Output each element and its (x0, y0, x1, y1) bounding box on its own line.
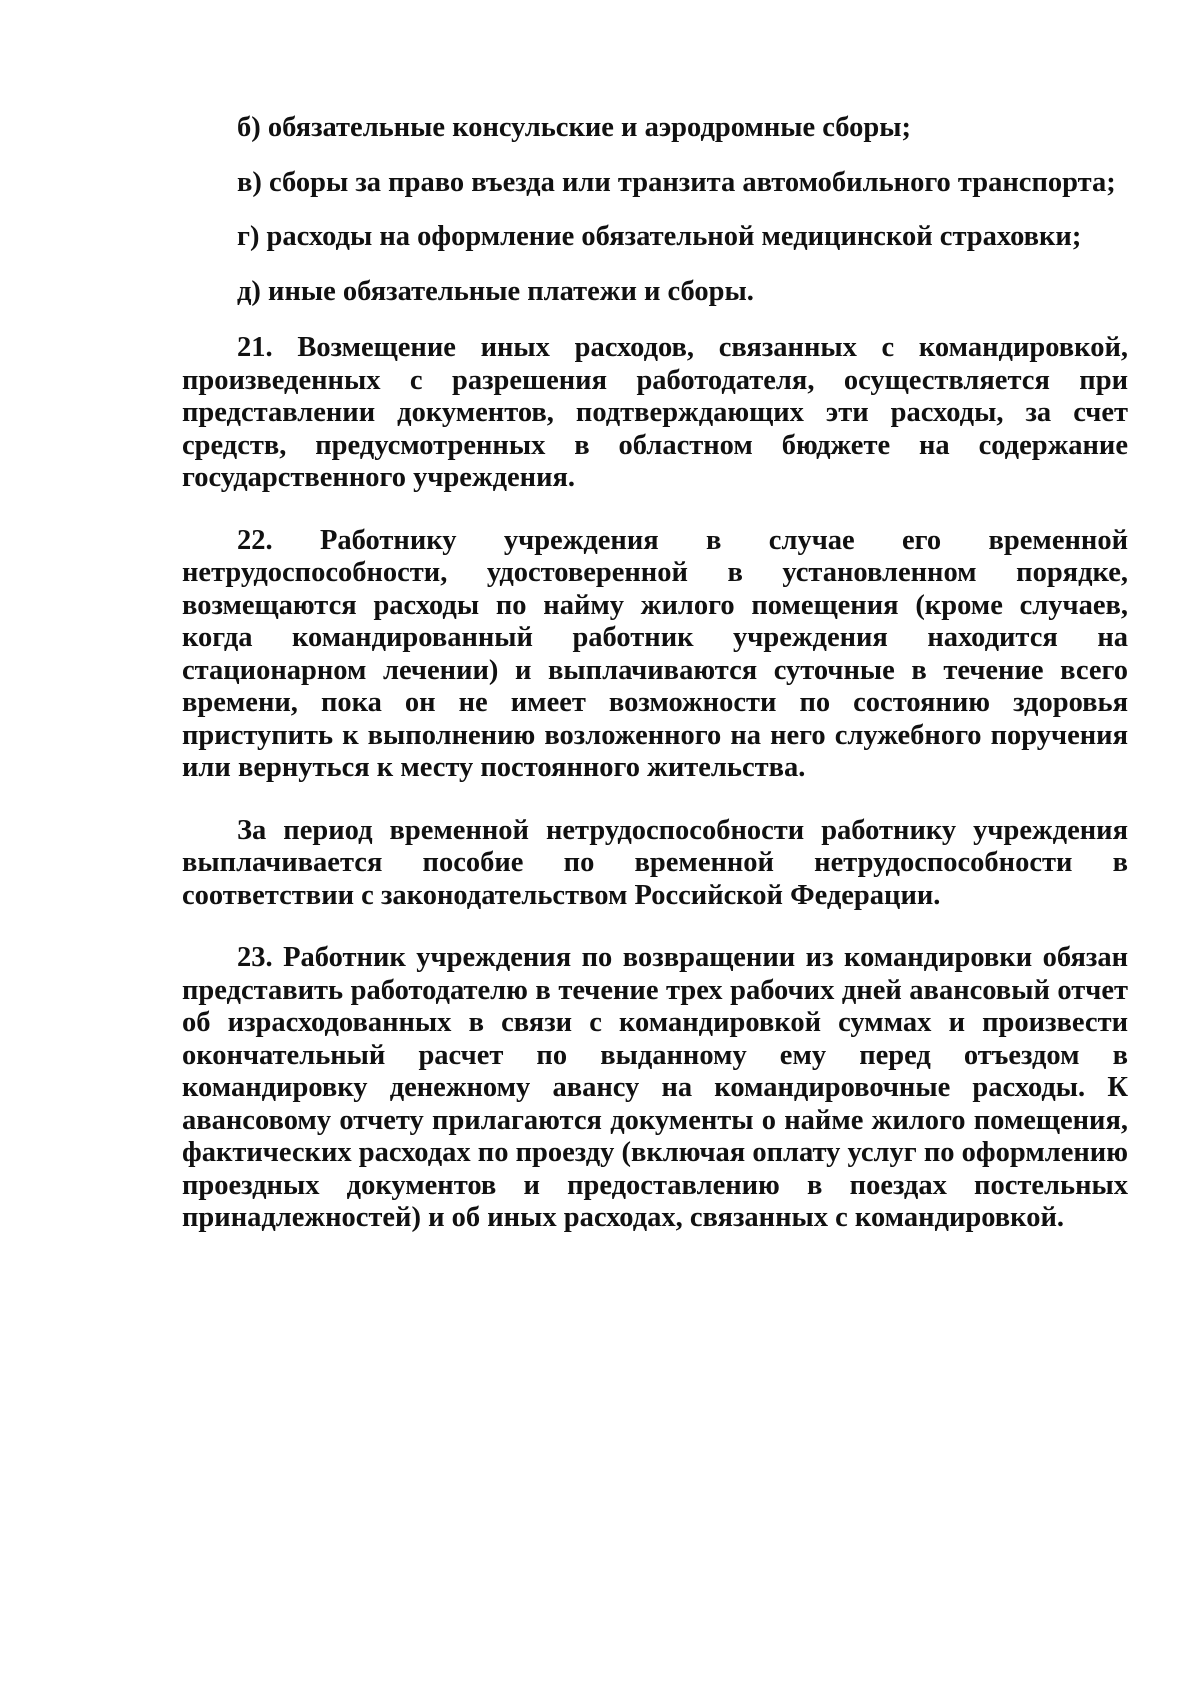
document-body (182, 112, 1128, 1265)
list-item-g: г) расходы на оформление обязательной медицинской страховки; (237, 221, 1082, 252)
paragraph-22: 22. Работнику учреждения в случае его временной нетрудоспособности, удостоверенной в установленном порядке, возмещаются расходы по найму жилого помещения (кроме случаев, когда командированный работник учреждения находится на стационарном лечении) и выплачиваются суточные в течение всего времени, пока он не имеет возможности по состоянию здоровья приступить к выполнению возложенного на него служебного поручения или вернуться к месту постоянного жительства. (182, 524, 1128, 783)
list-item-v: в) сборы за право въезда или транзита автомобильного транспорта; (237, 166, 1116, 198)
paragraph-21: 21. Возмещение иных расходов, связанных с командировкой, произведенных с разрешения работодателя, осуществляется при представлении документов, подтверждающих эти расходы, за счет средств, предусмотренных в областном бюджете на содержание государственного учреждения. (182, 332, 1128, 493)
list-item-d: д) иные обязательные платежи и сборы. (237, 275, 754, 307)
paragraph-23: 23. Работник учреждения по возвращении из командировки обязан представить работодателю в течение трех рабочих дней авансовый отчет об израсходованных в связи с командировкой суммах и произвести окончательный расчет по выданному ему перед отъездом в командировку денежному авансу на командировочные расходы. К авансовому отчету прилагаются документы о найме жилого помещения, фактических расходах по проезду (включая оплату услуг по оформлению проездных документов и предоставлению в поездах постельных принадлежностей) и об иных расходах, связанных с командировкой. (182, 942, 1128, 1233)
list-item-b: б) обязательные консульские и аэродромные сборы; (237, 112, 911, 143)
paragraph-22-continuation: За период временной нетрудоспособности работнику учреждения выплачивается пособие по временной нетрудоспособности в соответствии с законодательством Российской Федерации. (182, 814, 1128, 911)
